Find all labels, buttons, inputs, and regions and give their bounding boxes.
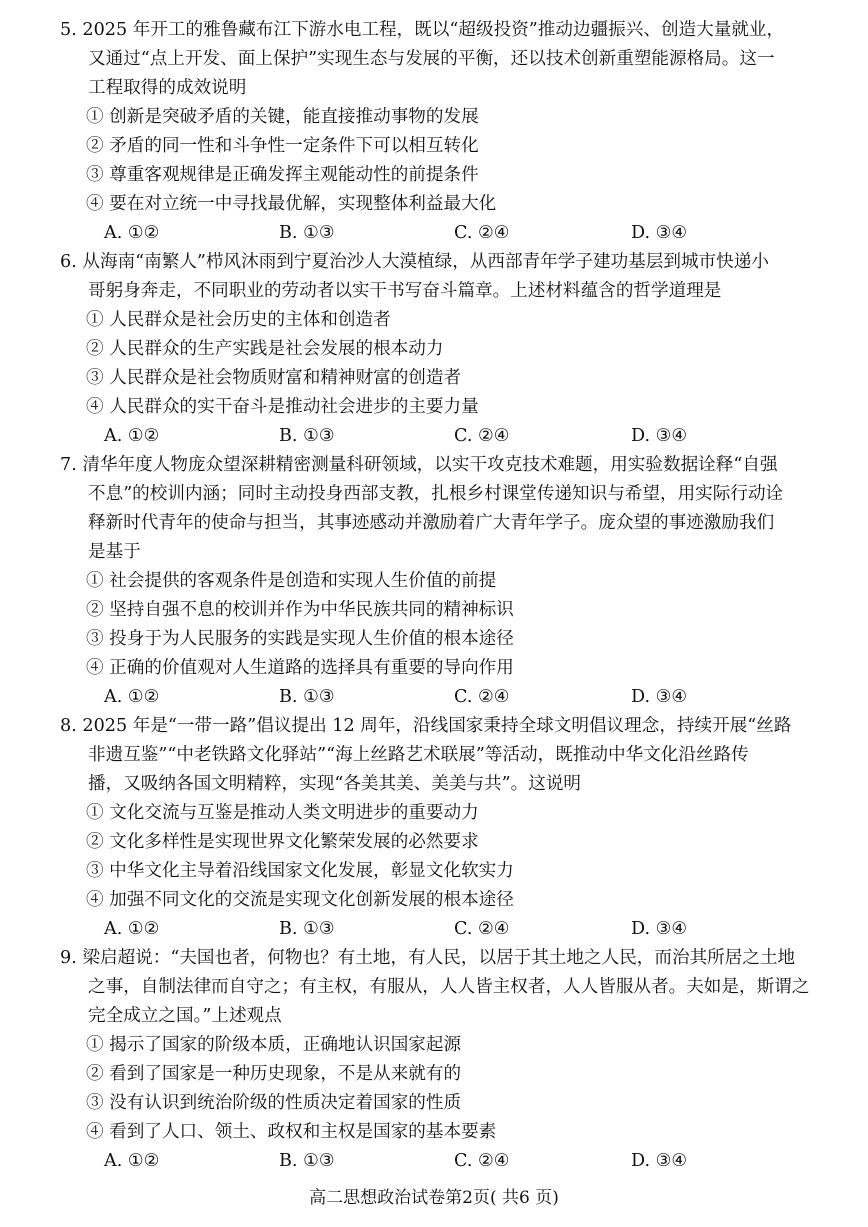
q5-answer-a: A. ①② (104, 223, 160, 243)
q7-answer-row (0, 683, 820, 712)
q9-option-1: ① 揭示了国家的阶级本质，正确地认识国家起源 (86, 1035, 462, 1055)
q6-answer-a: A. ①② (104, 426, 160, 446)
q7-stem-line-2: 不息”的校训内涵；同时主动投身西部支教，扎根乡村课堂传递知识与希望，用实际行动诠 (88, 484, 784, 504)
q8-answer-c: C. ②④ (454, 919, 510, 939)
q8-stem-line-3: 播，又吸纳各国文明精粹，实现“各美其美、美美与共”。这说明 (88, 774, 582, 794)
q9-option-2: ② 看到了国家是一种历史现象，不是从来就有的 (86, 1064, 462, 1084)
q7-option-1: ① 社会提供的客观条件是创造和实现人生价值的前提 (86, 571, 497, 591)
q5-option-4: ④ 要在对立统一中寻找最优解，实现整体利益最大化 (86, 194, 497, 214)
q6-option-4: ④ 人民群众的实干奋斗是推动社会进步的主要力量 (86, 397, 479, 417)
q9-answer-d: D. ③④ (631, 1151, 688, 1171)
q6-answer-b: B. ①③ (279, 426, 335, 446)
q7-stem-line-4: 是基于 (88, 542, 141, 562)
q9-answer-b: B. ①③ (279, 1151, 335, 1171)
q5-stem-line-3: 工程取得的成效说明 (88, 78, 247, 98)
q8-stem-line-2: 非遗互鉴”“中老铁路文化驿站”“海上丝路艺术联展”等活动，既推动中华文化沿丝路传 (88, 745, 749, 765)
q9-stem-line-3: 完全成立之国。”上述观点 (88, 1006, 282, 1026)
q8-option-1: ① 文化交流与互鉴是推动人类文明进步的重要动力 (86, 803, 479, 823)
q9-stem-line-1: 9. 梁启超说：“夫国也者，何物也？有土地，有人民，以居于其土地之人民，而治其所居之土地 (60, 948, 796, 968)
q5-stem-line-1: 5. 2025 年开工的雅鲁藏布江下游水电工程，既以“超级投资”推动边疆振兴、创造大量就业， (60, 20, 785, 40)
q9-option-4: ④ 看到了人口、领土、政权和主权是国家的基本要素 (86, 1122, 497, 1142)
q8-answer-a: A. ①② (104, 919, 160, 939)
q8-answer-d: D. ③④ (631, 919, 688, 939)
q8-option-4: ④ 加强不同文化的交流是实现文化创新发展的根本途径 (86, 890, 514, 910)
q5-option-3: ③ 尊重客观规律是正确发挥主观能动性的前提条件 (86, 165, 479, 185)
q9-answer-c: C. ②④ (454, 1151, 510, 1171)
q5-option-1: ① 创新是突破矛盾的关键，能直接推动事物的发展 (86, 107, 479, 127)
q6-stem-line-2: 哥躬身奔走，不同职业的劳动者以实干书写奋斗篇章。上述材料蕴含的哲学道理是 (88, 281, 722, 301)
q5-answer-row (0, 219, 820, 248)
q6-option-1: ① 人民群众是社会历史的主体和创造者 (86, 310, 391, 330)
q7-option-4: ④ 正确的价值观对人生道路的选择具有重要的导向作用 (86, 658, 514, 678)
q6-option-2: ② 人民群众的生产实践是社会发展的根本动力 (86, 339, 444, 359)
q8-answer-row (0, 915, 820, 944)
q6-answer-d: D. ③④ (631, 426, 688, 446)
q5-option-2: ② 矛盾的同一性和斗争性一定条件下可以相互转化 (86, 136, 479, 156)
q5-answer-c: C. ②④ (454, 223, 510, 243)
q7-answer-d: D. ③④ (631, 687, 688, 707)
q8-option-2: ② 文化多样性是实现世界文化繁荣发展的必然要求 (86, 832, 479, 852)
q8-stem-line-1: 8. 2025 年是“一带一路”倡议提出 12 周年，沿线国家秉持全球文明倡议理念，持续开展“丝路 (60, 716, 792, 736)
q9-option-3: ③ 没有认识到统治阶级的性质决定着国家的性质 (86, 1093, 462, 1113)
q9-answer-row (0, 1147, 820, 1176)
q9-stem-line-2: 之事，自制法律而自守之；有主权，有服从，人人皆主权者，人人皆服从者。夫如是，斯谓之 (88, 977, 810, 997)
q7-answer-a: A. ①② (104, 687, 160, 707)
q6-stem-line-1: 6. 从海南“南繁人”栉风沐雨到宁夏治沙人大漠植绿，从西部青年学子建功基层到城市快递小 (60, 252, 769, 272)
q9-answer-a: A. ①② (104, 1151, 160, 1171)
q6-option-3: ③ 人民群众是社会物质财富和精神财富的创造者 (86, 368, 462, 388)
q5-stem-line-2: 又通过“点上开发、面上保护”实现生态与发展的平衡，还以技术创新重塑能源格局。这一 (88, 49, 775, 69)
q5-answer-b: B. ①③ (279, 223, 335, 243)
q7-answer-b: B. ①③ (279, 687, 335, 707)
q7-option-3: ③ 投身于为人民服务的实践是实现人生价值的根本途径 (86, 629, 514, 649)
q6-answer-row (0, 422, 820, 451)
q7-stem-line-1: 7. 清华年度人物庞众望深耕精密测量科研领域，以实干攻克技术难题，用实验数据诠释“自强 (60, 455, 778, 475)
q6-answer-c: C. ②④ (454, 426, 510, 446)
q7-option-2: ② 坚持自强不息的校训并作为中华民族共同的精神标识 (86, 600, 514, 620)
q5-answer-d: D. ③④ (631, 223, 688, 243)
q8-option-3: ③ 中华文化主导着沿线国家文化发展，彰显文化软实力 (86, 861, 514, 881)
page-footer: 高二思想政治试卷第2页( 共6 页) (309, 1188, 559, 1208)
q8-answer-b: B. ①③ (279, 919, 335, 939)
q7-answer-c: C. ②④ (454, 687, 510, 707)
q7-stem-line-3: 释新时代青年的使命与担当，其事迹感动并激励着广大青年学子。庞众望的事迹激励我们 (88, 513, 775, 533)
